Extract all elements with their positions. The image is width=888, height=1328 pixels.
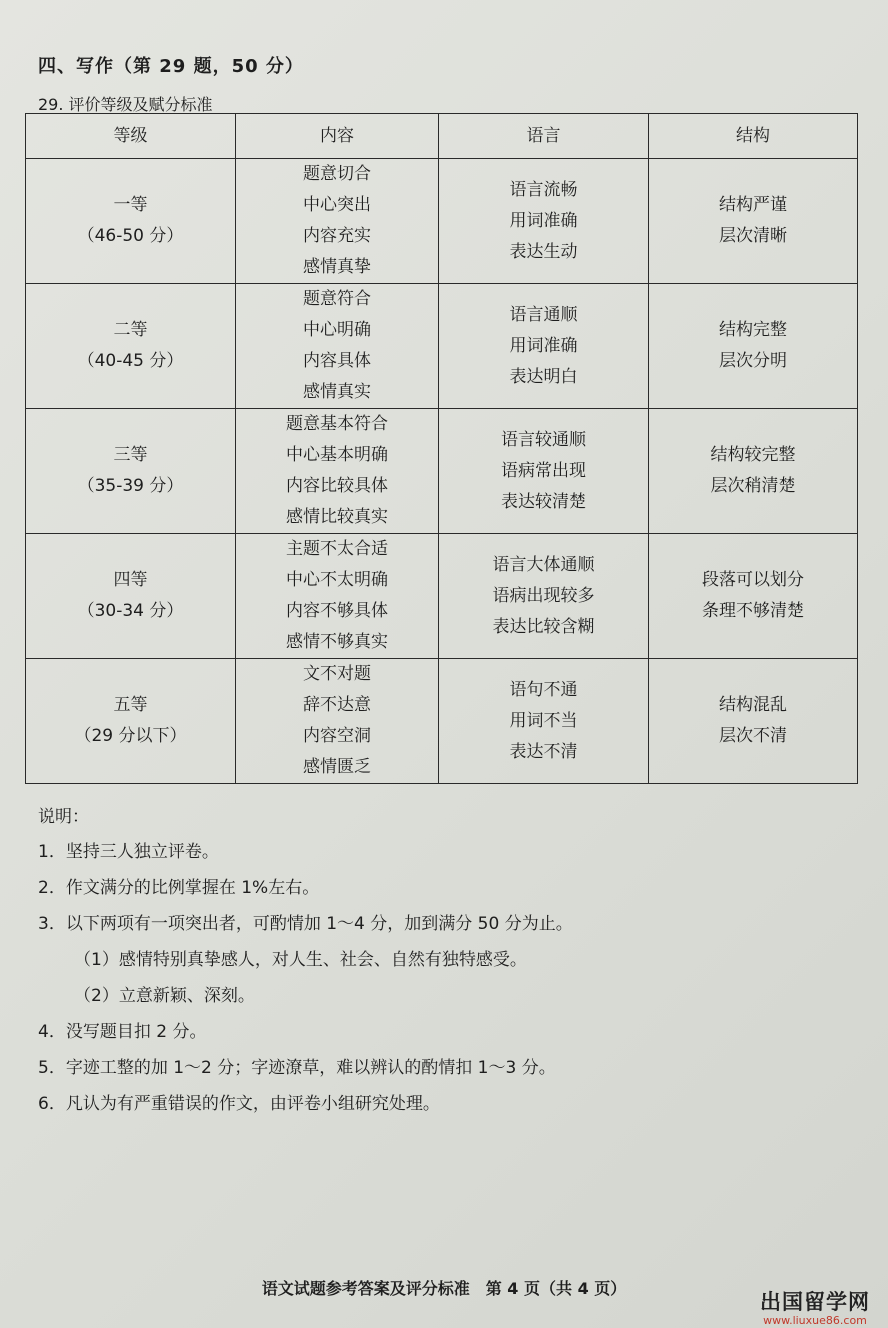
structure-line: 条理不够清楚	[702, 601, 804, 621]
structure-cell	[649, 159, 858, 284]
language-cell	[439, 534, 649, 659]
language-line: 表达生动	[509, 241, 578, 262]
content-line: 内容充实	[303, 226, 371, 246]
structure-cell	[649, 284, 858, 409]
language-line: 语病出现较多	[492, 585, 595, 606]
note-item: 6．凡认为有严重错误的作文，由评卷小组研究处理。	[38, 1094, 440, 1114]
notes-label: 说明：	[38, 807, 89, 827]
content-line: 内容空洞	[303, 726, 371, 746]
structure-line: 层次清晰	[719, 226, 787, 246]
content-cell	[236, 659, 439, 784]
grade-name: 一等	[113, 195, 148, 215]
grade-cell	[26, 159, 236, 284]
site-watermark	[760, 1292, 870, 1326]
header-language: 语言	[439, 114, 649, 159]
grade-range: （30-34 分）	[77, 601, 184, 621]
language-line: 表达比较含糊	[492, 616, 595, 637]
structure-cell	[649, 409, 858, 534]
content-line: 感情匮乏	[303, 757, 371, 777]
header-content: 内容	[236, 114, 439, 159]
grade-range: （29 分以下）	[74, 726, 187, 746]
language-line: 语言通顺	[509, 304, 578, 325]
watermark-url: www.liuxue86.com	[763, 1314, 867, 1327]
note-item: 5．字迹工整的加 1～2 分；字迹潦草，难以辨认的酌情扣 1～3 分。	[38, 1058, 556, 1078]
language-line: 表达不清	[509, 741, 578, 762]
table-header-row	[26, 114, 858, 159]
notes-section	[38, 800, 858, 1122]
note-item: 3．以下两项有一项突出者，可酌情加 1～4 分，加到满分 50 分为止。	[38, 914, 573, 934]
language-line: 语病常出现	[501, 460, 586, 481]
language-line: 用词准确	[509, 335, 578, 356]
language-line: 语句不通	[509, 679, 578, 700]
content-line: 题意基本符合	[286, 414, 388, 434]
note-subitem: （2）立意新颖、深刻。	[74, 986, 255, 1006]
grade-cell	[26, 409, 236, 534]
header-grade: 等级	[26, 114, 236, 159]
structure-line: 结构完整	[719, 320, 787, 340]
structure-cell	[649, 534, 858, 659]
structure-line: 层次分明	[719, 351, 787, 371]
question-subtitle: 29. 评价等级及赋分标准	[38, 95, 213, 114]
watermark-text: 出国留学网	[760, 1290, 870, 1314]
content-line: 题意符合	[303, 289, 371, 309]
structure-cell	[649, 659, 858, 784]
note-item: 2．作文满分的比例掌握在 1%左右。	[38, 878, 320, 898]
grade-cell	[26, 284, 236, 409]
language-cell	[439, 659, 649, 784]
content-line: 内容具体	[303, 351, 371, 371]
grade-name: 三等	[113, 445, 148, 465]
content-line: 题意切合	[303, 164, 371, 184]
language-line: 语言流畅	[509, 179, 578, 200]
grade-range: （35-39 分）	[77, 476, 184, 496]
structure-line: 结构严谨	[719, 195, 787, 215]
header-structure: 结构	[649, 114, 858, 159]
grade-range: （46-50 分）	[77, 226, 184, 246]
grade-range: （40-45 分）	[77, 351, 184, 371]
content-line: 内容比较具体	[286, 476, 388, 496]
content-line: 中心基本明确	[286, 445, 388, 465]
grading-table	[25, 113, 858, 784]
table-row	[26, 659, 858, 784]
language-line: 表达明白	[509, 366, 578, 387]
content-line: 感情比较真实	[286, 507, 388, 527]
grade-cell	[26, 534, 236, 659]
structure-line: 层次稍清楚	[710, 476, 796, 496]
note-subitem: （1）感情特别真挚感人，对人生、社会、自然有独特感受。	[74, 950, 527, 970]
content-line: 感情不够真实	[286, 632, 388, 652]
language-line: 语言大体通顺	[492, 554, 595, 575]
table-row	[26, 159, 858, 284]
content-line: 感情真挚	[303, 257, 371, 277]
content-line: 中心不太明确	[286, 570, 388, 590]
content-line: 感情真实	[303, 382, 371, 402]
language-line: 表达较清楚	[501, 491, 586, 512]
table-row	[26, 284, 858, 409]
table-row	[26, 534, 858, 659]
content-line: 内容不够具体	[286, 601, 388, 621]
language-line: 用词准确	[509, 210, 578, 231]
note-item: 1．坚持三人独立评卷。	[38, 842, 219, 862]
content-cell	[236, 284, 439, 409]
content-line: 主题不太合适	[286, 539, 388, 559]
content-cell	[236, 534, 439, 659]
content-line: 文不对题	[303, 664, 371, 684]
grade-cell	[26, 659, 236, 784]
grade-name: 二等	[113, 320, 148, 340]
structure-line: 段落可以划分	[702, 570, 804, 590]
language-cell	[439, 284, 649, 409]
content-line: 中心明确	[303, 320, 371, 340]
note-item: 4．没写题目扣 2 分。	[38, 1022, 207, 1042]
grade-name: 四等	[113, 570, 148, 590]
content-line: 辞不达意	[303, 695, 371, 715]
structure-line: 层次不清	[719, 726, 787, 746]
page-footer: 语文试题参考答案及评分标准 第 4 页（共 4 页）	[261, 1279, 627, 1298]
language-line: 语言较通顺	[501, 429, 586, 450]
content-cell	[236, 159, 439, 284]
language-cell	[439, 409, 649, 534]
structure-line: 结构混乱	[719, 695, 787, 715]
language-cell	[439, 159, 649, 284]
content-line: 中心突出	[303, 195, 371, 215]
language-line: 用词不当	[509, 710, 578, 731]
section-title: 四、写作（第 29 题，50 分）	[38, 56, 304, 77]
content-cell	[236, 409, 439, 534]
grade-name: 五等	[113, 695, 148, 715]
table-row	[26, 409, 858, 534]
structure-line: 结构较完整	[710, 445, 796, 465]
